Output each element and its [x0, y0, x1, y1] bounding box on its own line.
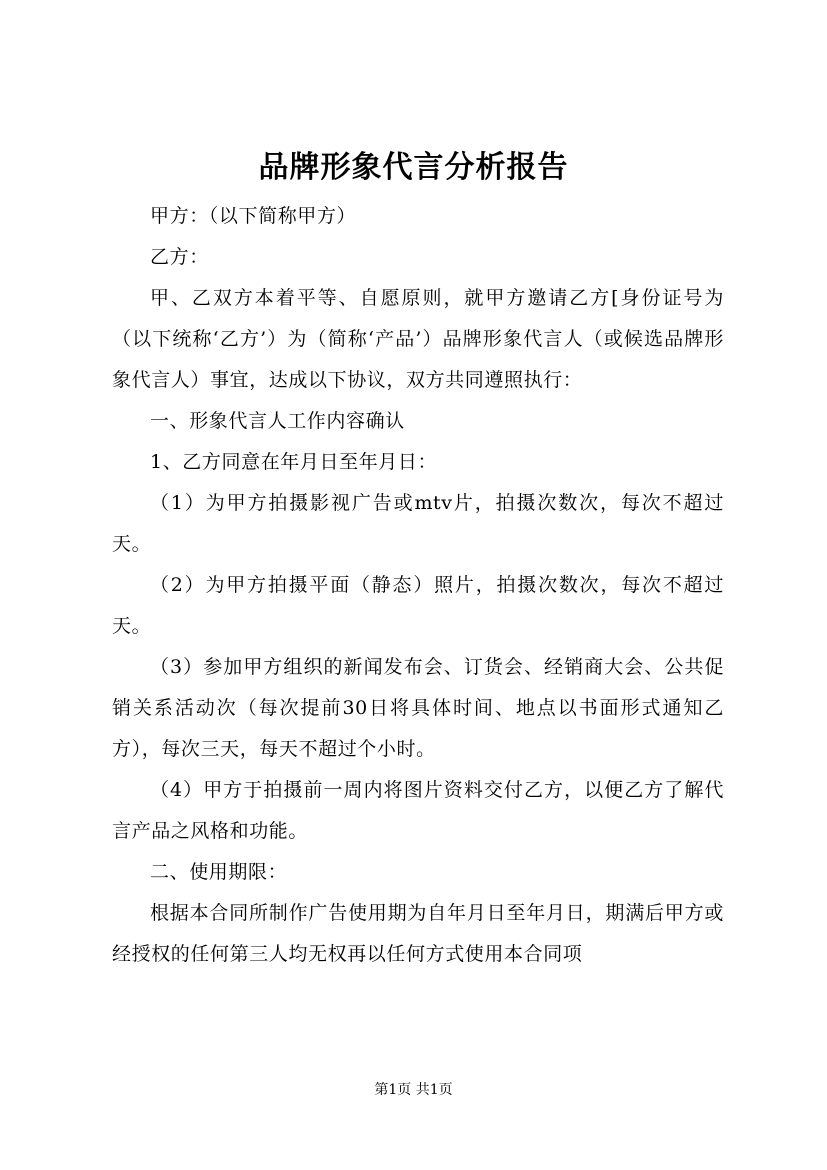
- paragraph-usage-period: 根据本合同所制作广告使用期为自年月日至年月日，期满后甲方或经授权的任何第三人均无权再以任何方式使用本合同项: [112, 902, 724, 965]
- paragraph-item-1: （1）为甲方拍摄影视广告或mtv片，拍摄次数次，每次不超过天。: [112, 492, 724, 555]
- paragraph-preamble: 甲、乙双方本着平等、自愿原则，就甲方邀请乙方[身份证号为（以下统称‘乙方’）为（简称‘产品’）品牌形象代言人（或候选品牌形象代言人）事宜，达成以下协议，双方共同遵照执行：: [112, 287, 724, 391]
- paragraph-clause-1: 1、乙方同意在年月日至年月日：: [150, 451, 438, 473]
- paragraph-item-4: （4）甲方于拍摄前一周内将图片资料交付乙方，以便乙方了解代言产品之风格和功能。: [112, 779, 724, 842]
- section-heading-work-content: 一、形象代言人工作内容确认: [150, 410, 405, 432]
- paragraph-party-b: 乙方：: [150, 246, 209, 268]
- document-title: 品牌形象代言分析报告: [258, 150, 569, 185]
- section-heading-usage-period: 二、使用期限：: [150, 861, 288, 883]
- page-number-footer: 第1页 共1页: [374, 1082, 453, 1098]
- document-body: [112, 196, 724, 975]
- paragraph-item-2: （2）为甲方拍摄平面（静态）照片，拍摄次数次，每次不超过天。: [112, 574, 724, 637]
- paragraph-item-3: （3）参加甲方组织的新闻发布会、订货会、经销商大会、公共促销关系活动次（每次提前30日将具体时间、地点以书面形式通知乙方），每次三天，每天不超过个小时。: [112, 656, 724, 760]
- paragraph-party-a: 甲方：（以下简称甲方）: [150, 205, 357, 227]
